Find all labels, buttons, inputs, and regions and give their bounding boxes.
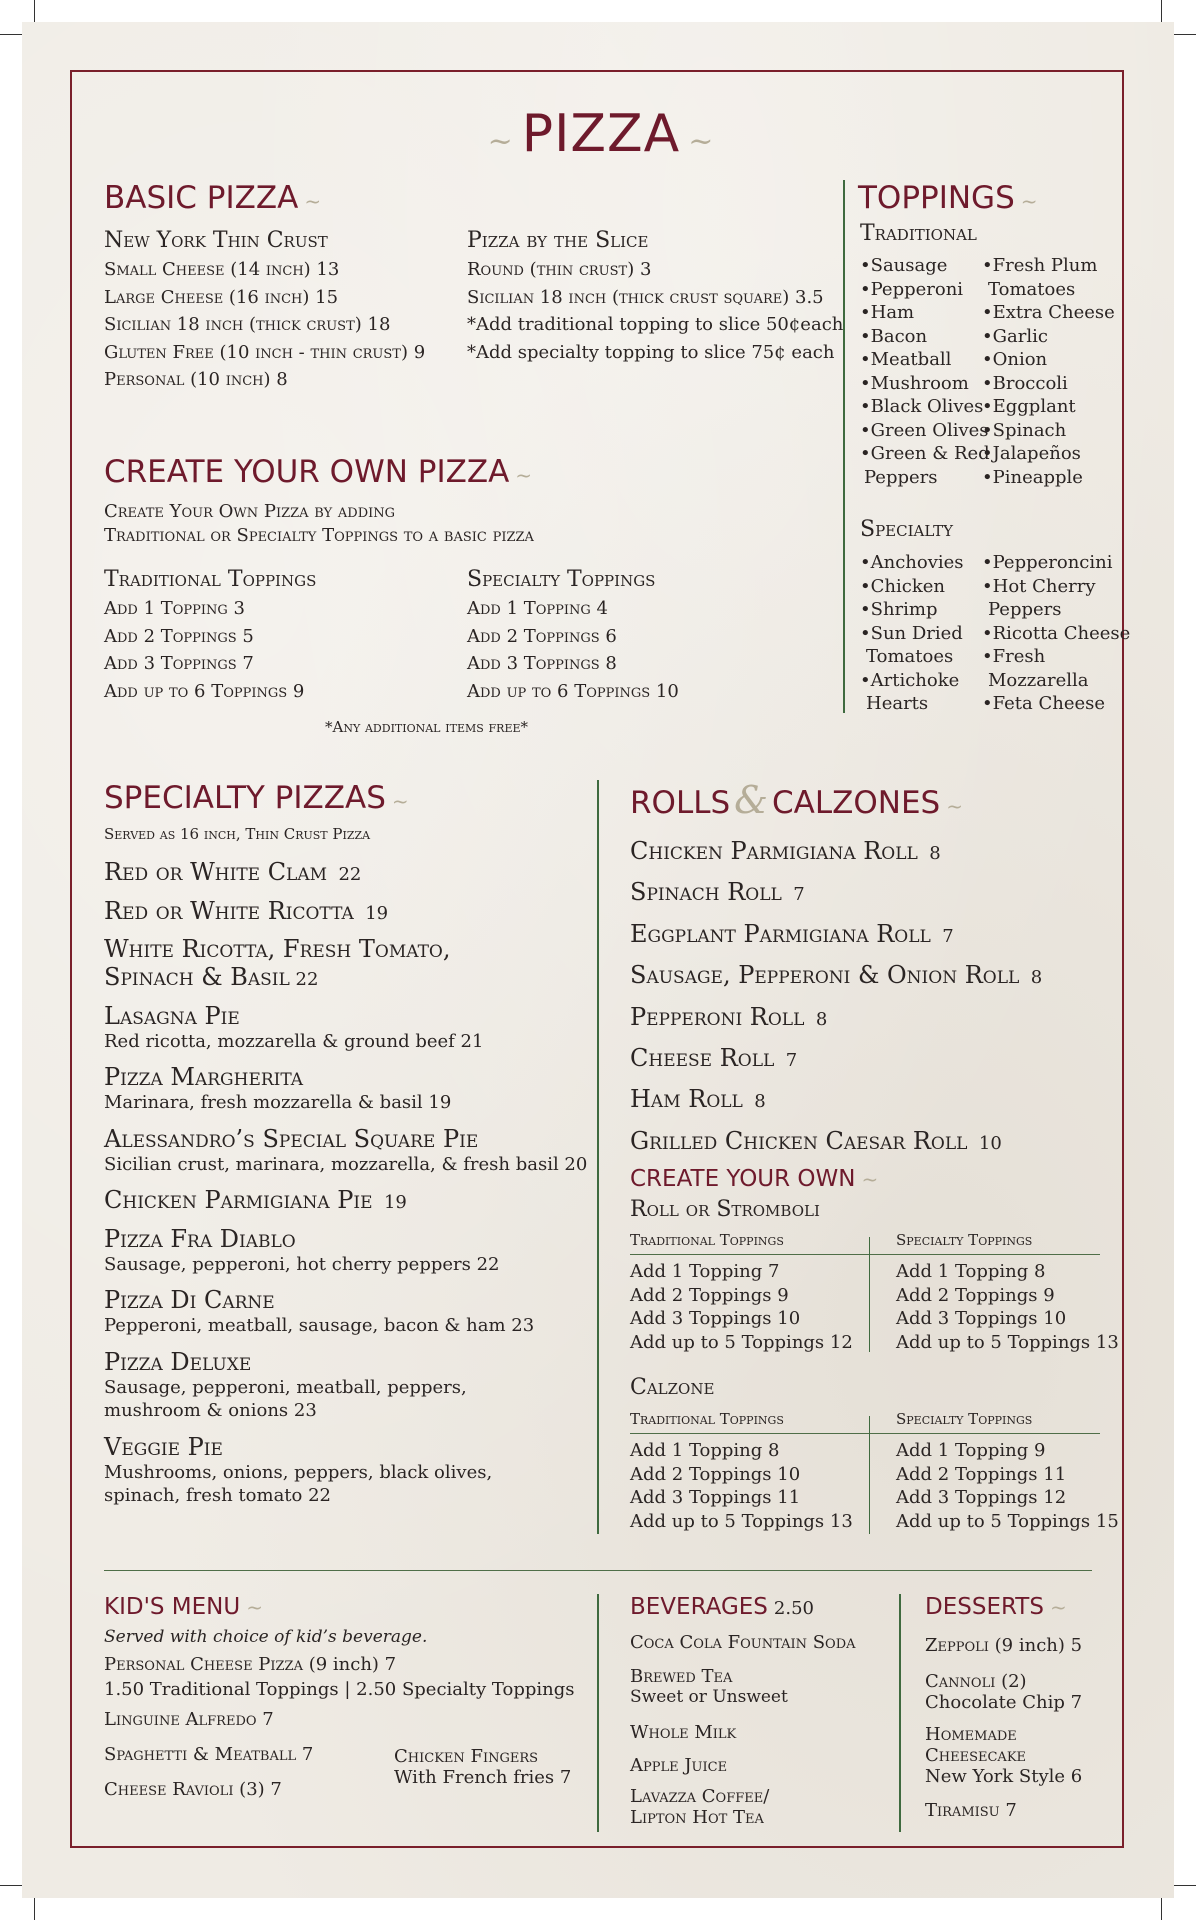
toppings-traditional-col1	[860, 254, 990, 489]
price-line: Add 3 Toppings 12	[896, 1487, 1067, 1508]
roll-item	[630, 1039, 1042, 1080]
topping-item: Peppers	[988, 599, 1062, 620]
cyo-line: Add 2 Toppings 6	[467, 625, 617, 647]
topping-item: •Green Olives	[860, 419, 989, 441]
specialty-price: 19	[383, 1192, 407, 1213]
specialty-item	[104, 1348, 574, 1423]
topping-item: Tomatoes	[988, 278, 1076, 300]
price-line: Add 2 Toppings 10	[630, 1463, 801, 1485]
roll-name: Grilled Chicken Caesar Roll	[630, 1126, 968, 1155]
beverage-item: Apple Juice	[630, 1755, 728, 1776]
roll-trad-title: Traditional Toppings	[630, 1231, 784, 1249]
topping-item: •Sausage	[860, 255, 948, 276]
beverages-divider	[597, 1594, 599, 1832]
cyo-traditional	[104, 565, 316, 705]
specialty-pizzas-header	[104, 780, 409, 816]
calzone-title: Calzone	[630, 1375, 715, 1400]
price-line: Add up to 5 Toppings 13	[896, 1331, 1119, 1353]
calzone-spec-list	[896, 1439, 1119, 1533]
dessert-item	[925, 1635, 1082, 1656]
price-line: Add 2 Toppings 9	[896, 1284, 1055, 1306]
flourish-icon: ~	[515, 463, 533, 487]
toppings-traditional-col2	[982, 254, 1115, 489]
topping-item: Hearts	[866, 693, 929, 714]
beverage-name: Brewed Tea	[630, 1666, 733, 1687]
price-line: Add up to 5 Toppings 12	[630, 1331, 853, 1353]
kids-item	[104, 1709, 274, 1730]
specialty-desc: mushroom & onions 23	[104, 1400, 317, 1421]
kids-sub: Served with choice of kid’s beverage.	[104, 1627, 428, 1647]
specialty-item	[104, 897, 574, 926]
topping-item: •Garlic	[982, 325, 1048, 347]
price-line: Add up to 5 Toppings 13	[630, 1510, 853, 1532]
cyo-intro	[104, 500, 534, 547]
roll-name: Chicken Parmigiana Roll	[630, 837, 918, 865]
topping-item: •Artichoke	[860, 669, 960, 691]
kids-menu-header-text: KID'S MENU	[104, 1594, 241, 1620]
cyo-line: Add up to 6 Toppings 9	[104, 680, 305, 702]
topping-item: •Green & Red	[860, 443, 990, 464]
roll-name: Sausage, Pepperoni & Onion Roll	[630, 961, 1020, 990]
slice-line: *Add specialty topping to slice 75¢ each	[467, 341, 835, 363]
price-line: Add 3 Toppings 10	[630, 1308, 801, 1329]
dessert-name: Cheesecake	[925, 1745, 1027, 1766]
kids-item	[104, 1779, 282, 1800]
cyo-roll-header-text: CREATE YOUR OWN	[630, 1166, 856, 1192]
topping-item: •Hot Cherry	[982, 575, 1096, 597]
topping-item: •Anchovies	[860, 552, 964, 573]
flourish-icon: ~	[688, 124, 715, 159]
roll-item	[630, 1122, 1042, 1163]
roll-name: Ham Roll	[630, 1085, 743, 1114]
page-title	[0, 104, 1196, 164]
dessert-price: (2)	[995, 1671, 1027, 1692]
roll-item	[630, 915, 1042, 956]
dessert-item	[925, 1671, 1082, 1713]
cyo-intro-line: Create Your Own Pizza by adding	[104, 501, 396, 522]
specialty-price: 19	[365, 902, 389, 924]
toppings-specialty-col2	[982, 551, 1130, 716]
toppings-specialty-title: Specialty	[860, 517, 953, 542]
kids-item	[104, 1654, 396, 1675]
flourish-icon: ~	[304, 189, 322, 213]
crop-mark	[34, 1898, 35, 1920]
roll-stromboli-title: Roll or Stromboli	[630, 1197, 820, 1222]
specialty-name: Red or White Clam	[104, 858, 328, 886]
toppings-header-text: TOPPINGS	[858, 180, 1015, 216]
price-line: Add 1 Topping 8	[896, 1261, 1046, 1282]
roll-item	[630, 873, 1042, 914]
specialty-desc: Red ricotta, mozzarella & ground beef 21	[104, 1030, 484, 1052]
roll-price: 8	[1030, 967, 1043, 989]
ampersand-icon: &	[734, 778, 768, 822]
flourish-icon: ~	[246, 1595, 263, 1619]
beverage-item: Coca Cola Fountain Soda	[630, 1632, 856, 1653]
rolls-header	[630, 778, 963, 822]
specialty-desc: Sausage, pepperoni, hot cherry peppers 22	[104, 1253, 500, 1275]
roll-name: Eggplant Parmigiana Roll	[630, 919, 931, 948]
kids-item-name: Cheese Ravioli	[104, 1779, 234, 1800]
specialty-name: Pizza Di Carne	[104, 1286, 275, 1314]
roll-price: 8	[929, 843, 941, 864]
specialty-name: Alessandro’s Special Square Pie	[104, 1124, 479, 1153]
specialty-item	[104, 935, 574, 992]
flourish-icon: ~	[487, 124, 514, 159]
topping-item: •Ricotta Cheese	[982, 622, 1131, 644]
dessert-price: 7	[999, 1800, 1017, 1821]
specialty-pizzas-header-text: SPECIALTY PIZZAS	[104, 780, 386, 816]
specialty-price: 22	[295, 969, 319, 990]
cyo-line: Add 2 Toppings 5	[104, 625, 254, 647]
slice-line: Sicilian 18 inch (thick crust square) 3.5	[467, 286, 824, 308]
topping-item: •Sun Dried	[860, 622, 963, 644]
kids-item-price: 7	[296, 1744, 314, 1765]
topping-item: Peppers	[864, 466, 938, 488]
toppings-divider	[843, 180, 845, 713]
bottom-section-rule	[104, 1570, 1092, 1571]
crop-mark	[1161, 0, 1162, 22]
topping-item: •Pineapple	[982, 466, 1083, 488]
cyo-line: Add 1 Topping 4	[467, 598, 608, 619]
cyo-intro-line: Traditional or Specialty Toppings to a basic pizza	[104, 524, 534, 546]
price-line: Add 3 Toppings 11	[630, 1487, 801, 1508]
dessert-name: Cannoli	[925, 1671, 996, 1692]
cyo-line: Add up to 6 Toppings 10	[467, 680, 679, 702]
rolls-list	[630, 832, 1042, 1163]
price-line: Add 3 Toppings 10	[896, 1308, 1067, 1329]
flourish-icon: ~	[946, 794, 963, 818]
beverage-item	[630, 1786, 769, 1828]
calzone-table-rule	[630, 1433, 1100, 1434]
specialty-desc: Sicilian crust, marinara, mozzarella, & fresh basil 20	[104, 1153, 588, 1175]
specialty-name: Chicken Parmigiana Pie	[104, 1186, 373, 1214]
specialty-item	[104, 1225, 574, 1277]
topping-item: Mozzarella	[988, 669, 1089, 691]
dessert-price: (9 inch) 5	[988, 1635, 1083, 1656]
beverage-name: Lavazza Coffee/	[630, 1786, 770, 1807]
desserts-header-text: DESSERTS	[925, 1594, 1044, 1620]
topping-item: •Feta Cheese	[982, 693, 1106, 714]
cyo-roll-header	[630, 1166, 878, 1192]
specialty-name: Lasagna Pie	[104, 1001, 240, 1030]
price-line: Add 1 Topping 7	[630, 1261, 780, 1282]
roll-price: 7	[793, 884, 805, 906]
rolls-divider	[597, 780, 599, 1534]
roll-price: 7	[942, 925, 954, 947]
dessert-desc: New York Style 6	[925, 1766, 1083, 1787]
price-line: Add up to 5 Toppings 15	[896, 1510, 1119, 1532]
specialty-name: Pizza Fra Diablo	[104, 1224, 296, 1253]
topping-item: •Extra Cheese	[982, 302, 1115, 323]
specialty-item	[104, 1063, 574, 1115]
roll-price: 8	[754, 1091, 766, 1113]
topping-item: •Spinach	[982, 419, 1067, 441]
toppings-header	[858, 180, 1038, 216]
topping-item: •Bacon	[860, 325, 928, 347]
cyo-specialty-title: Specialty Toppings	[467, 567, 656, 592]
dessert-name: Homemade	[925, 1724, 1017, 1745]
roll-table-rule	[630, 1254, 1100, 1255]
cyo-traditional-title: Traditional Toppings	[104, 567, 317, 592]
topping-item: •Mushroom	[860, 372, 969, 394]
slice-line: Round (thin crust) 3	[467, 259, 652, 280]
topping-item: •Eggplant	[982, 396, 1076, 417]
kids-item	[104, 1744, 313, 1765]
basic-slice-section	[467, 226, 843, 366]
specialty-item	[104, 1186, 574, 1215]
dessert-name: Zeppoli	[925, 1635, 989, 1656]
specialty-desc: Mushrooms, onions, peppers, black olives,	[104, 1461, 493, 1483]
dessert-item	[925, 1724, 1082, 1787]
crop-mark	[1161, 1898, 1162, 1920]
ny-thin-crust-title: New York Thin Crust	[104, 228, 328, 253]
roll-item	[630, 956, 1042, 997]
title-text: PIZZA	[521, 104, 681, 164]
kids-menu-header	[104, 1594, 263, 1620]
cyo-line: Add 3 Toppings 7	[104, 653, 254, 674]
specialty-price: 22	[338, 864, 362, 885]
price-line: Add 2 Toppings 11	[896, 1463, 1067, 1485]
specialty-desc: spinach, fresh tomato 22	[104, 1485, 331, 1506]
calzones-header-text: CALZONES	[772, 785, 941, 821]
toppings-specialty-col1	[860, 551, 964, 716]
basic-line: Small Cheese (14 inch) 13	[104, 259, 340, 280]
roll-price: 10	[978, 1132, 1002, 1154]
specialty-desc: Pepperoni, meatball, sausage, bacon & ham 23	[104, 1315, 535, 1336]
basic-line: Sicilian 18 inch (thick crust) 18	[104, 314, 391, 335]
basic-ny-section	[104, 226, 425, 394]
kids-item-desc: With French fries 7	[394, 1767, 572, 1788]
dessert-name: Tiramisu	[925, 1800, 1000, 1821]
roll-name: Cheese Roll	[630, 1044, 775, 1073]
specialty-item	[104, 1002, 574, 1054]
topping-item: •Meatball	[860, 349, 952, 370]
cyo-line: Add 1 Topping 3	[104, 598, 245, 619]
specialty-item	[104, 1124, 588, 1177]
beverages-header-text: BEVERAGES	[630, 1594, 768, 1620]
cyo-note: *Any additional items free*	[325, 718, 529, 736]
cyo-line: Add 3 Toppings 8	[467, 653, 617, 674]
roll-trad-list	[630, 1260, 853, 1354]
flourish-icon: ~	[1020, 189, 1038, 213]
calzone-trad-title: Traditional Toppings	[630, 1410, 784, 1428]
cyo-pizza-header-text: CREATE YOUR OWN PIZZA	[104, 454, 510, 490]
beverage-desc: Sweet or Unsweet	[630, 1687, 788, 1707]
roll-item	[630, 832, 1042, 873]
basic-line: Personal (10 inch) 8	[104, 369, 288, 390]
crop-mark	[1174, 34, 1196, 35]
specialty-item	[104, 1433, 574, 1508]
desserts-header	[925, 1594, 1067, 1620]
toppings-traditional-title: Traditional	[860, 221, 977, 246]
roll-item	[630, 998, 1042, 1039]
topping-item: •Pepperoncini	[982, 552, 1113, 573]
kids-item-price: 7	[256, 1709, 274, 1730]
crop-mark	[34, 0, 35, 22]
cyo-specialty	[467, 565, 679, 705]
price-line: Add 2 Toppings 9	[630, 1284, 789, 1306]
cyo-pizza-header	[104, 454, 532, 490]
kids-item-fingers	[394, 1746, 571, 1788]
kids-item-name: Personal Cheese Pizza	[104, 1654, 303, 1675]
topping-item: Tomatoes	[866, 646, 954, 667]
specialty-desc: Sausage, pepperoni, meatball, peppers,	[104, 1376, 467, 1398]
kids-item-price: (9 inch) 7	[302, 1654, 397, 1675]
specialty-item	[104, 1286, 574, 1338]
basic-line: Large Cheese (16 inch) 15	[104, 286, 339, 308]
specialty-name: Veggie Pie	[104, 1432, 223, 1461]
dessert-item	[925, 1800, 1017, 1821]
slice-title: Pizza by the Slice	[467, 228, 649, 253]
roll-spec-list	[896, 1260, 1119, 1354]
specialty-name-line2: Spinach & Basil	[104, 963, 290, 991]
basic-pizza-header-text: BASIC PIZZA	[104, 180, 299, 216]
specialty-name: White Ricotta, Fresh Tomato,	[104, 935, 451, 963]
topping-item: •Broccoli	[982, 372, 1068, 394]
topping-item: •Fresh	[982, 646, 1046, 667]
slice-line: *Add traditional topping to slice 50¢each	[467, 314, 844, 335]
flourish-icon: ~	[391, 789, 409, 813]
roll-spec-title: Specialty Toppings	[896, 1231, 1033, 1249]
flourish-icon: ~	[861, 1167, 879, 1191]
specialty-item	[104, 858, 574, 887]
topping-item: •Shrimp	[860, 599, 938, 620]
crop-mark	[0, 1885, 22, 1886]
price-line: Add 1 Topping 9	[896, 1440, 1046, 1461]
specialty-name: Red or White Ricotta	[104, 896, 354, 925]
kids-item-name: Chicken Fingers	[394, 1746, 539, 1767]
topping-item: •Ham	[860, 302, 915, 323]
price-line: Add 1 Topping 8	[630, 1440, 780, 1461]
topping-item: •Chicken	[860, 575, 945, 597]
topping-item: •Black Olives	[860, 396, 984, 417]
specialty-sub: Served as 16 inch, Thin Crust Pizza	[104, 825, 371, 843]
specialty-name: Pizza Margherita	[104, 1063, 304, 1091]
roll-name: Pepperoni Roll	[630, 1002, 805, 1031]
topping-item: •Jalapeños	[982, 443, 1081, 464]
topping-item: •Onion	[982, 349, 1048, 370]
beverages-price: 2.50	[773, 1598, 814, 1619]
calzone-trad-list	[630, 1439, 853, 1533]
dessert-desc: Chocolate Chip 7	[925, 1692, 1083, 1713]
roll-name: Spinach Roll	[630, 878, 782, 907]
basic-pizza-header	[104, 180, 321, 216]
roll-table-divider	[869, 1237, 870, 1352]
kids-item-price: (3) 7	[233, 1779, 282, 1800]
beverage-item: Whole Milk	[630, 1722, 737, 1743]
roll-price: 8	[815, 1008, 828, 1030]
kids-item-name: Linguine Alfredo	[104, 1709, 257, 1730]
topping-item: •Fresh Plum	[982, 255, 1098, 276]
beverage-item	[630, 1666, 788, 1708]
specialty-desc: Marinara, fresh mozzarella & basil 19	[104, 1092, 452, 1113]
basic-line: Gluten Free (10 inch - thin crust) 9	[104, 341, 426, 363]
beverages-header	[630, 1594, 814, 1620]
rolls-header-text: ROLLS	[630, 785, 731, 821]
calzone-table-divider	[869, 1416, 870, 1534]
desserts-divider	[899, 1594, 901, 1832]
crop-mark	[1174, 1885, 1196, 1886]
specialty-name: Pizza Deluxe	[104, 1347, 252, 1376]
flourish-icon: ~	[1049, 1595, 1067, 1619]
crop-mark	[0, 34, 22, 35]
roll-price: 7	[785, 1050, 798, 1072]
calzone-spec-title: Specialty Toppings	[896, 1410, 1033, 1428]
kids-item-name: Spaghetti & Meatball	[104, 1744, 297, 1765]
topping-item: •Pepperoni	[860, 278, 964, 300]
roll-item	[630, 1080, 1042, 1121]
beverage-name: Lipton Hot Tea	[630, 1807, 764, 1828]
specialty-list	[104, 858, 588, 1518]
kids-extra: 1.50 Traditional Toppings | 2.50 Specialty Toppings	[104, 1679, 575, 1700]
